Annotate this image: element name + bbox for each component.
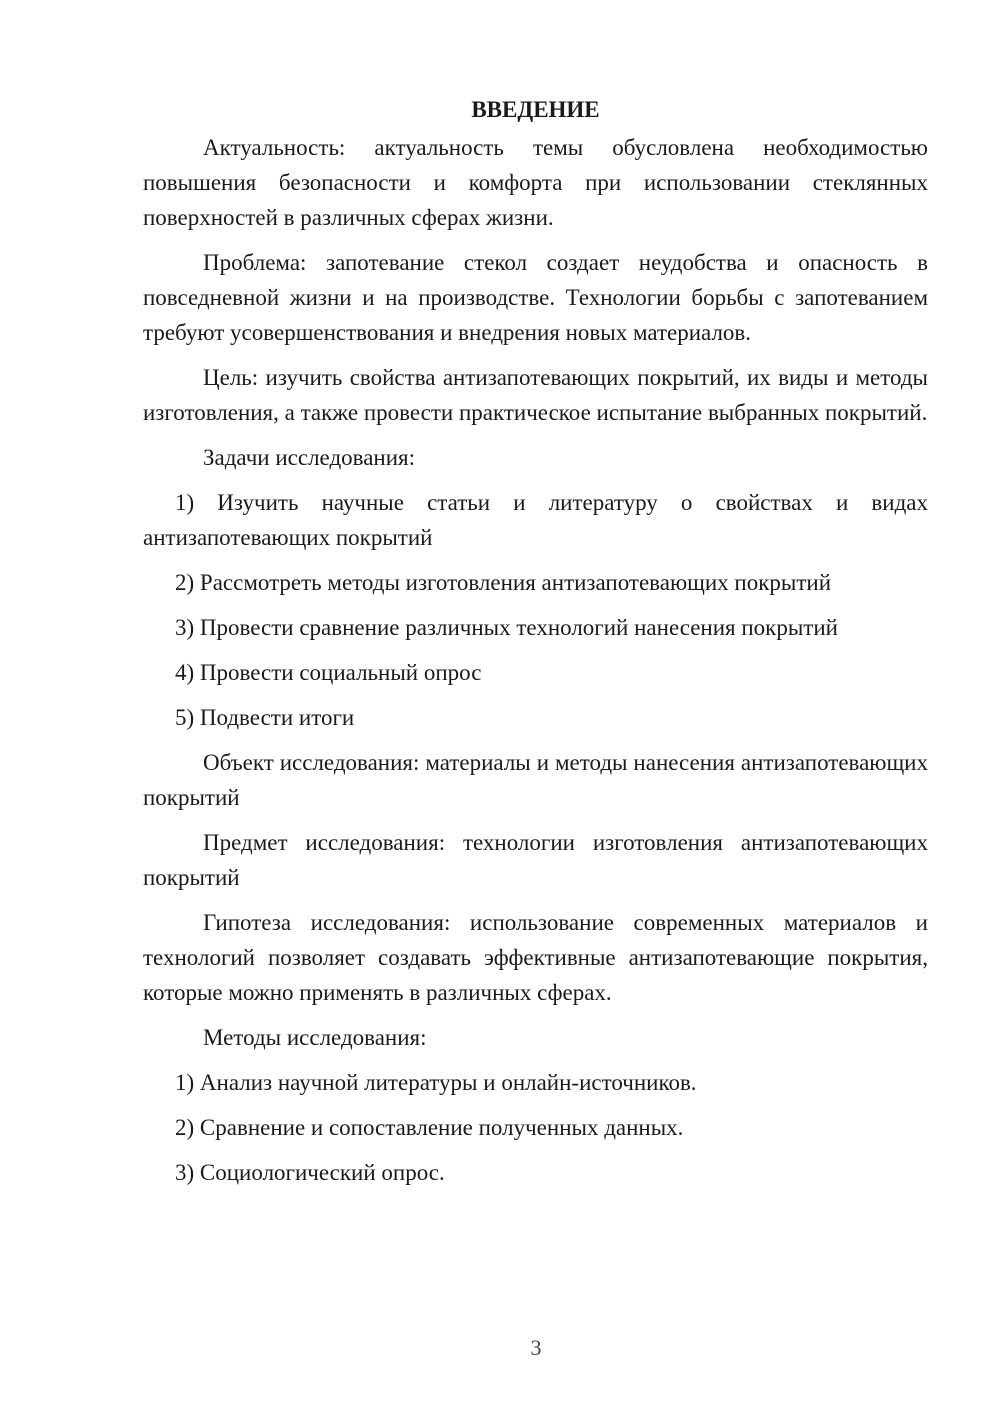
section-title: ВВЕДЕНИЕ [471,97,600,122]
task-item: 1) Изучить научные статьи и литературу о свойствах и видах антизапотевающих покрытий [143,490,928,550]
method-item: 3) Социологический опрос. [175,1160,445,1185]
method-item: 2) Сравнение и сопоставление полученных данных. [175,1115,684,1140]
task-item: 5) Подвести итоги [175,705,355,730]
tasks-heading: Задачи исследования: [203,445,416,470]
object-paragraph: Объект исследования: материалы и методы нанесения антизапотевающих покрытий [143,750,928,810]
task-item: 2) Рассмотреть методы изготовления антизапотевающих покрытий [175,570,832,595]
problem-paragraph: Проблема: запотевание стекол создает неудобства и опасность в повседневной жизни и на производстве. Технологии борьбы с запотеванием требуют усовершенствования и внедрения новых материалов. [143,250,928,345]
subject-paragraph: Предмет исследования: технологии изготовления антизапотевающих покрытий [143,830,928,890]
page-number: 3 [530,1335,542,1360]
method-item: 1) Анализ научной литературы и онлайн-источников. [175,1070,697,1095]
task-item: 3) Провести сравнение различных технологий нанесения покрытий [175,615,838,640]
goal-paragraph: Цель: изучить свойства антизапотевающих покрытий, их виды и методы изготовления, а также провести практическое испытание выбранных покрытий. [143,365,928,425]
task-item: 4) Провести социальный опрос [175,660,482,685]
hypothesis-paragraph: Гипотеза исследования: использование современных материалов и технологий позволяет создавать эффективные антизапотевающие покрытия, которые можно применять в различных сферах. [143,910,928,1005]
relevance-paragraph: Актуальность: актуальность темы обусловлена необходимостью повышения безопасности и комфорта при использовании стеклянных поверхностей в различных сферах жизни. [143,135,928,230]
methods-heading: Методы исследования: [203,1025,427,1050]
document-body [143,92,928,1200]
